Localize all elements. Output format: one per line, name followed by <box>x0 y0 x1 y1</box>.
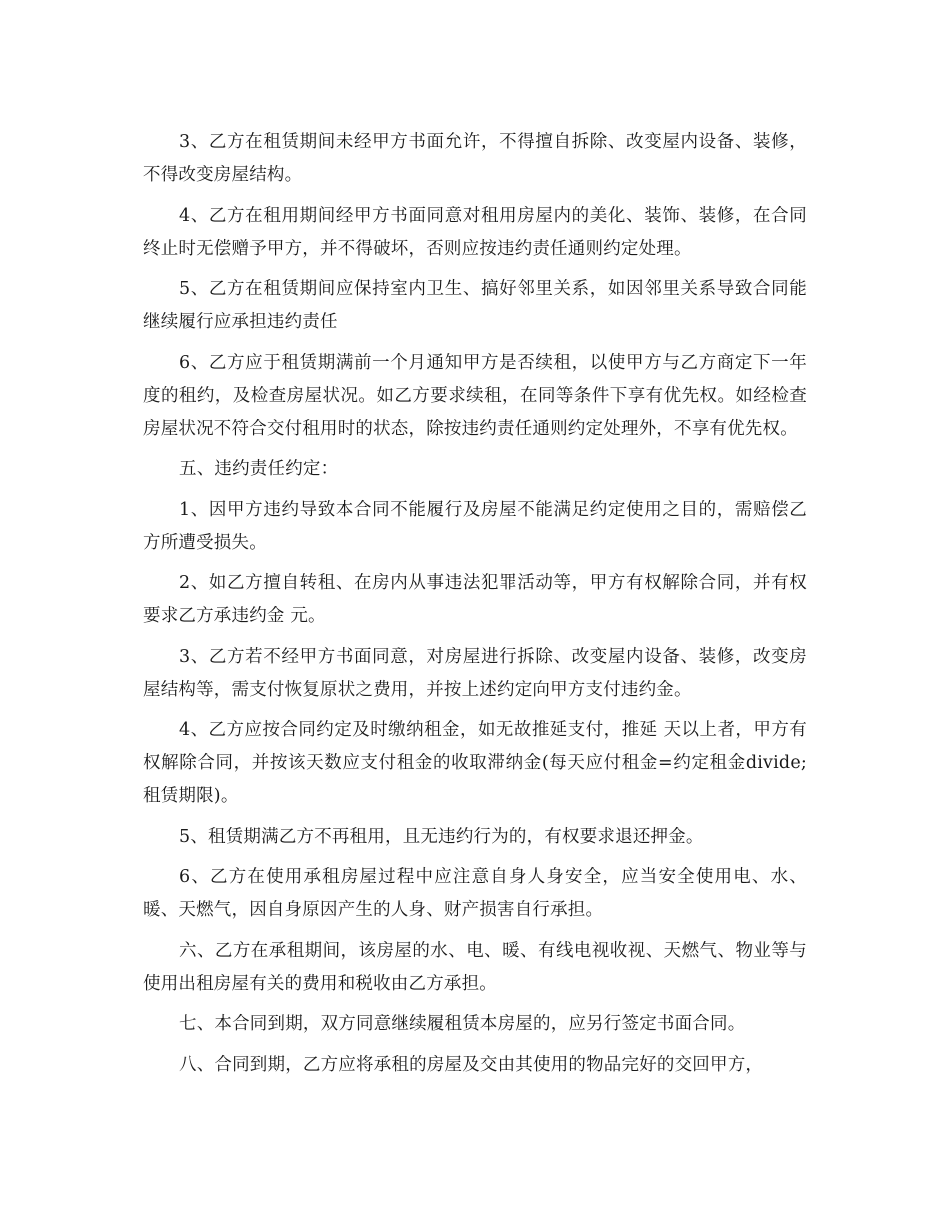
document-page <box>143 126 807 1089</box>
section-eight: 八、合同到期，乙方应将承租的房屋及交由其使用的物品完好的交回甲方， <box>179 1054 764 1075</box>
paragraph-breach-2: 2、如乙方擅自转租、在房内从事违法犯罪活动等，甲方有权解除合同，并有权要求乙方承违约金 元。 <box>143 573 807 626</box>
paragraph-breach-3: 3、乙方若不经甲方书面同意，对房屋进行拆除、改变屋内设备、装修，改变房屋结构等，需支付恢复原状之费用，并按上述约定向甲方支付违约金。 <box>143 646 807 700</box>
section-six: 六、乙方在承租期间，该房屋的水、电、暖、有线电视收视、天燃气、物业等与使用出租房屋有关的费用和税收由乙方承担。 <box>143 940 807 994</box>
paragraph-clause-4: 4、乙方在租用期间经甲方书面同意对租用房屋内的美化、装饰、装修，在合同终止时无偿赠予甲方，并不得破坏，否则应按违约责任通则约定处理。 <box>143 205 807 259</box>
section-seven: 七、本合同到期，双方同意继续履租赁本房屋的，应另行签定书面合同。 <box>179 1014 746 1034</box>
paragraph-clause-3: 3、乙方在租赁期间未经甲方书面允许，不得擅自拆除、改变屋内设备、装修，不得改变房屋结构。 <box>143 132 807 185</box>
paragraph-clause-6: 6、乙方应于租赁期满前一个月通知甲方是否续租，以使甲方与乙方商定下一年度的租约，及检查房屋状况。如乙方要求续租，在同等条件下享有优先权。如经检查房屋状况不符合交付租用时的状态，除按违约责任通则约定处理外，不享有优先权。 <box>143 352 807 439</box>
paragraph-breach-4: 4、乙方应按合同约定及时缴纳租金，如无故推延支付，推延 天以上者，甲方有权解除合同，并按该天数应支付租金的收取滞纳金(每天应付租金=约定租金divide;租赁期限)。 <box>143 720 807 806</box>
section-heading-breach: 五、违约责任约定： <box>179 459 339 479</box>
paragraph-breach-1: 1、因甲方违约导致本合同不能履行及房屋不能满足约定使用之目的，需赔偿乙方所遭受损失。 <box>143 499 807 553</box>
paragraph-breach-5: 5、租赁期满乙方不再租用，且无违约行为的，有权要求退还押金。 <box>179 826 704 847</box>
paragraph-clause-5: 5、乙方在租赁期间应保持室内卫生、搞好邻里关系，如因邻里关系导致合同能继续履行应承担违约责任 <box>143 279 807 332</box>
paragraph-breach-6: 6、乙方在使用承租房屋过程中应注意自身人身安全，应当安全使用电、水、暖、天燃气，因自身原因产生的人身、财产损害自行承担。 <box>143 867 807 920</box>
